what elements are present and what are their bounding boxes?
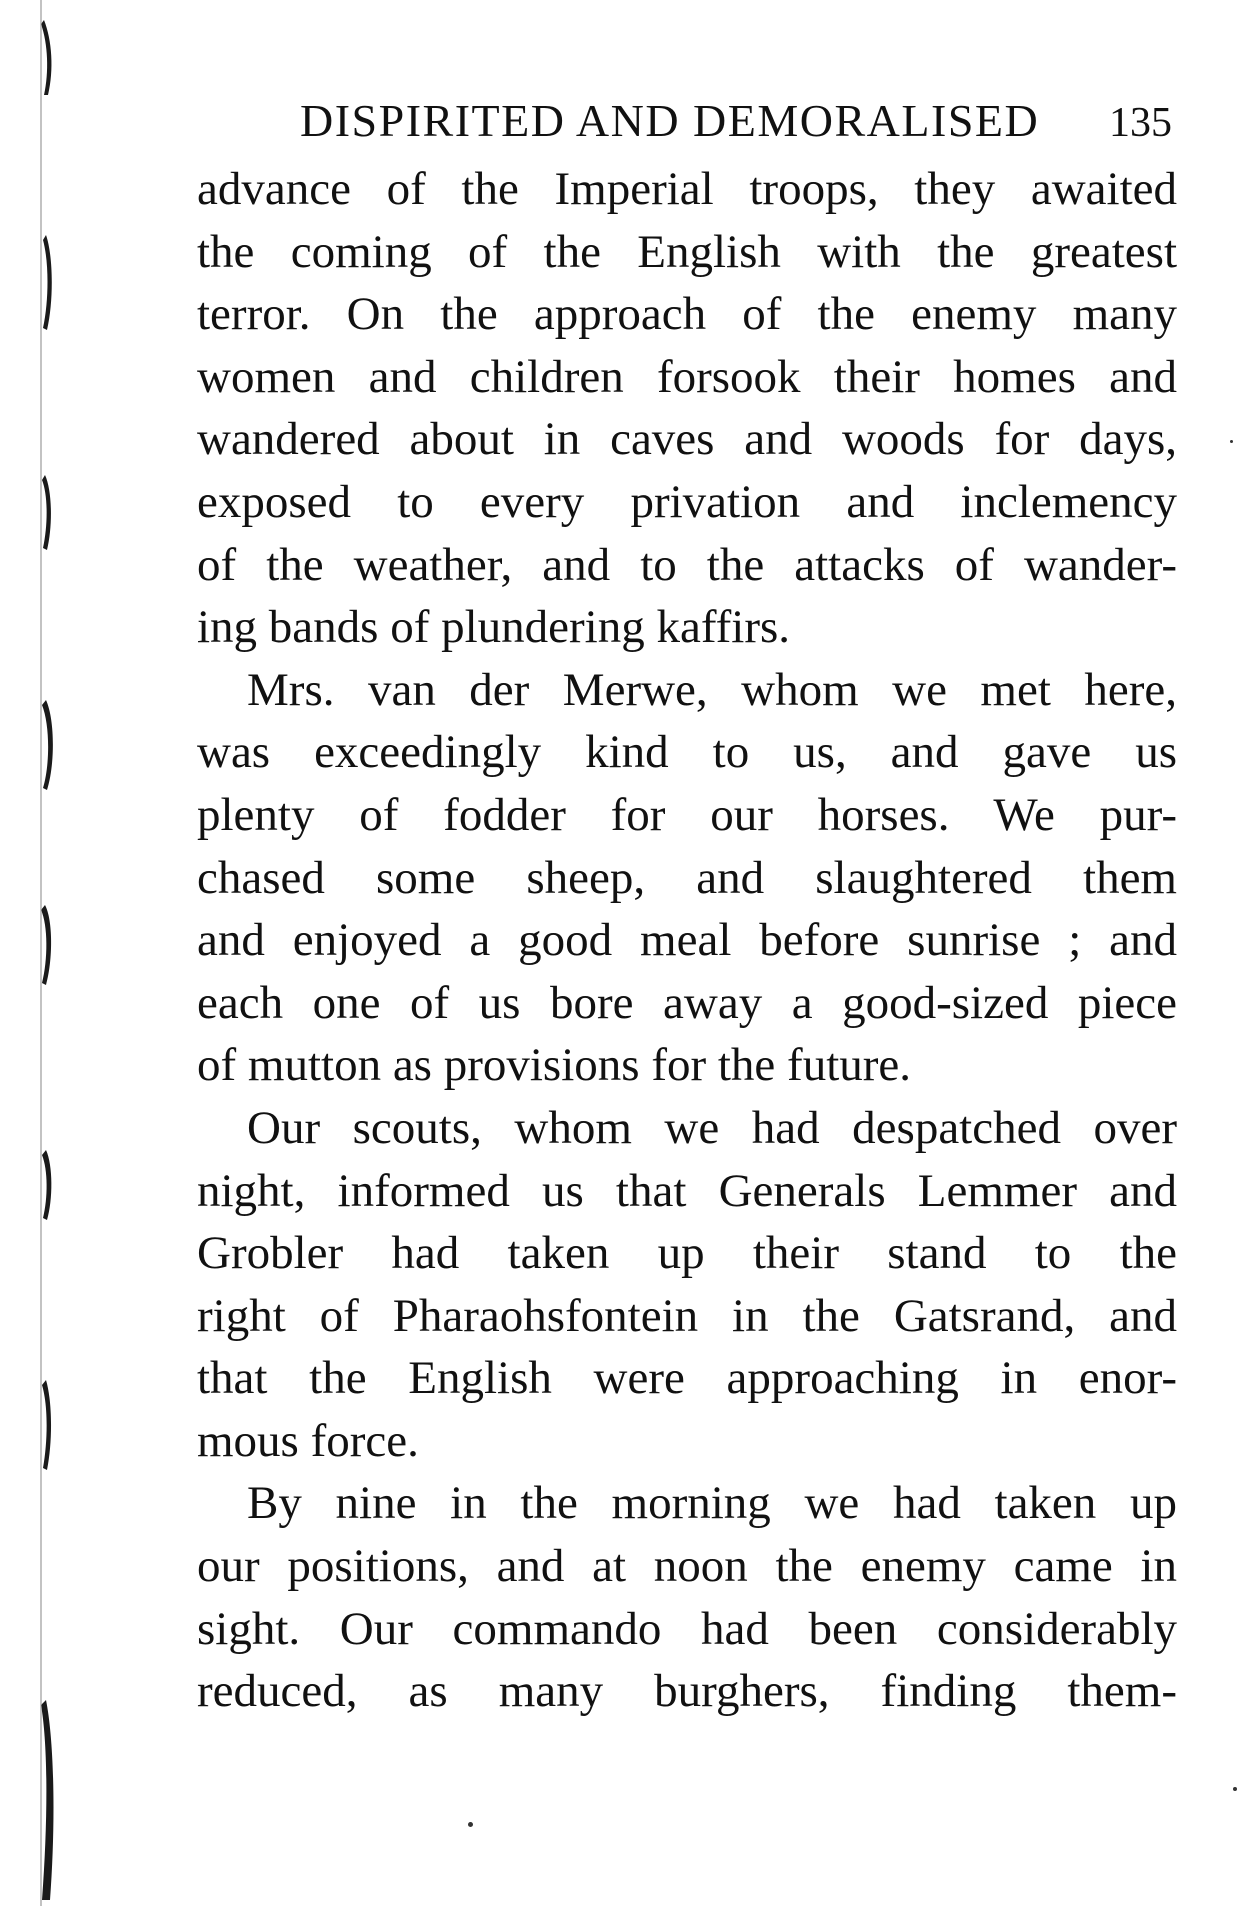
text-line: of the weather, and to the attacks of wander- (197, 538, 1177, 591)
text-line: night, informed us that Generals Lemmer and (197, 1164, 1177, 1217)
text-line: sight. Our commando had been considerably (197, 1602, 1177, 1655)
page-number: 135 (1109, 100, 1172, 146)
body-text (197, 158, 1177, 1723)
text-line: Grobler had taken up their stand to the (197, 1227, 1177, 1280)
text-line: exposed to every privation and inclemency (197, 475, 1177, 528)
text-line: terror. On the approach of the enemy many (197, 288, 1177, 341)
text-line: plenty of fodder for our horses. We pur- (197, 788, 1177, 841)
text-line: and enjoyed a good meal before sunrise ; and (197, 914, 1177, 967)
running-title: DISPIRITED AND DEMORALISED (300, 95, 1040, 146)
text-line: each one of us bore away a good-sized piece (197, 976, 1177, 1029)
text-line: was exceedingly kind to us, and gave us (197, 726, 1177, 779)
ink-speck (1230, 440, 1233, 443)
paragraph-start-line: Mrs. van der Merwe, whom we met here, (247, 663, 1177, 716)
paragraph-start-line: Our scouts, whom we had despatched over (247, 1101, 1177, 1154)
text-line: of mutton as provisions for the future. (197, 1039, 912, 1092)
text-line: our positions, and at noon the enemy came in (197, 1540, 1177, 1593)
text-line: women and children forsook their homes and (197, 350, 1177, 403)
text-line: the coming of the English with the greatest (197, 225, 1177, 278)
ink-speck (468, 1822, 473, 1827)
text-line: ing bands of plundering kaffirs. (197, 601, 791, 654)
text-line: right of Pharaohsfontein in the Gatsrand, and (197, 1289, 1177, 1342)
text-line: reduced, as many burghers, finding them- (197, 1665, 1177, 1718)
running-header (300, 91, 1180, 151)
text-line: wandered about in caves and woods for days, (197, 413, 1177, 466)
binding-edge-shadow (38, 0, 68, 1906)
ink-speck (1233, 1787, 1237, 1791)
text-line: that the English were approaching in enor- (197, 1352, 1177, 1405)
binding-edge-graphic (38, 0, 68, 1906)
text-line: advance of the Imperial troops, they awaited (197, 163, 1177, 215)
text-line: chased some sheep, and slaughtered them (197, 851, 1177, 904)
text-line: mous force. (197, 1414, 419, 1467)
paragraph-start-line: By nine in the morning we had taken up (247, 1477, 1177, 1530)
